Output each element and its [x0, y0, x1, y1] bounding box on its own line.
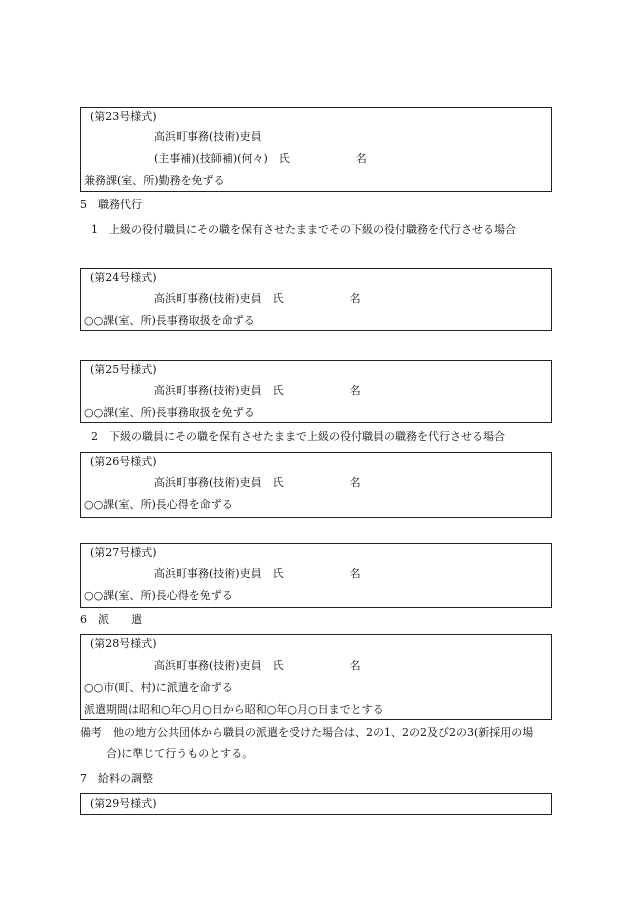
form-26-title: (第26号様式)	[90, 455, 157, 468]
form-28-line2: ○○市(町、村)に派遣を命ずる	[84, 681, 233, 694]
form-25-line1: 高浜町事務(技術)吏員 氏 名	[154, 384, 361, 397]
section-5-heading: 5 職務代行	[80, 198, 142, 211]
note-line1: 備考 他の地方公共団体から職員の派遣を受けた場合は、2の1、2の2及び2の3(新採用の場	[80, 726, 534, 739]
form-27-title: (第27号様式)	[90, 546, 157, 559]
form-24-box	[80, 268, 552, 331]
form-27-box	[80, 543, 552, 608]
form-25-title: (第25号様式)	[90, 363, 157, 376]
section-5-sub1: 1 上級の役付職員にその職を保有させたままでその下級の役付職務を代行させる場合	[91, 223, 516, 236]
form-26-line1: 高浜町事務(技術)吏員 氏 名	[154, 476, 361, 489]
form-25-line2: ○○課(室、所)長事務取扱を免ずる	[84, 406, 255, 419]
form-28-box	[80, 634, 552, 720]
form-23-box	[80, 107, 552, 192]
form-28-line1: 高浜町事務(技術)吏員 氏 名	[154, 659, 361, 672]
form-27-line1: 高浜町事務(技術)吏員 氏 名	[154, 567, 361, 580]
form-24-line1: 高浜町事務(技術)吏員 氏 名	[154, 292, 361, 305]
form-23-line1: 高浜町事務(技術)吏員	[154, 130, 262, 143]
form-26-box	[80, 452, 552, 518]
form-23-line2: (主事補)(技師補)(何々) 氏 名	[154, 152, 367, 165]
form-25-box	[80, 360, 552, 423]
note-line2: 合)に準じて行うものとする。	[106, 747, 254, 760]
form-28-title: (第28号様式)	[90, 637, 157, 650]
section-6-heading: 6 派 遣	[80, 613, 142, 626]
form-23-title: (第23号様式)	[90, 110, 157, 123]
form-27-line2: ○○課(室、所)長心得を免ずる	[84, 589, 233, 602]
form-23-line3: 兼務課(室、所)勤務を免ずる	[84, 174, 225, 187]
form-29-title: (第29号様式)	[90, 797, 157, 810]
section-5-sub2: 2 下級の職員にその職を保有させたままで上級の役付職員の職務を代行させる場合	[91, 430, 505, 443]
form-29-box	[80, 793, 552, 815]
form-24-title: (第24号様式)	[90, 271, 157, 284]
section-7-heading: 7 給料の調整	[80, 772, 153, 785]
form-24-line2: ○○課(室、所)長事務取扱を命ずる	[84, 314, 255, 327]
form-26-line2: ○○課(室、所)長心得を命ずる	[84, 498, 233, 511]
form-28-line3: 派遣期間は昭和○年○月○日から昭和○年○月○日までとする	[84, 703, 384, 716]
